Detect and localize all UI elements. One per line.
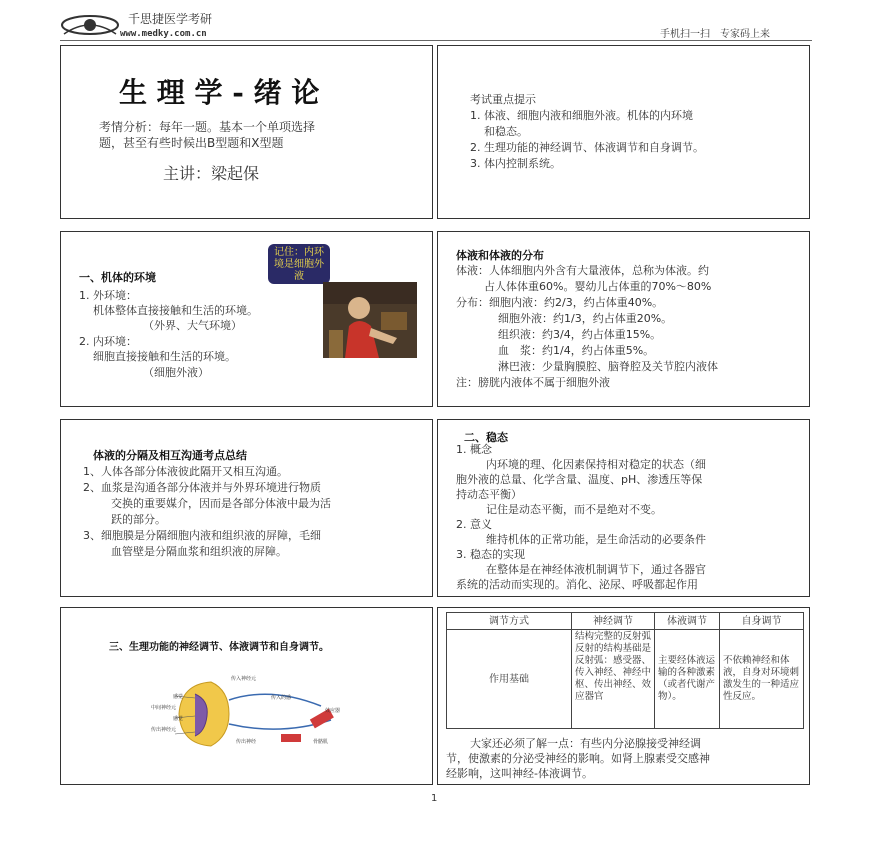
exam-point-1: 1. 体液、细胞内液和细胞外液。机体的内环境 — [470, 109, 693, 122]
internal-env-note: （细胞外液） — [143, 366, 209, 379]
table-cell: 不依赖神经和体液，自身对环境刺激发生的一种适应性反应。 — [720, 630, 804, 729]
table-header: 神经调节 — [572, 613, 655, 630]
exam-analysis-line2: 题，甚至有些时候出B型题和X型题 — [99, 136, 284, 150]
table-header-row — [447, 613, 804, 630]
slide-fluid-summary — [60, 419, 433, 597]
diagram-label-afferent-neuron: 传入神经元 — [231, 676, 257, 682]
fluid-summary-line-2: 2、血浆是沟通各部分体液并与外界环境进行物质 — [83, 481, 321, 494]
diagram-label-sense-1: 感觉 — [173, 694, 184, 700]
fluid-summary-line-5: 3、细胞膜是分隔细胞内液和组织液的屏障，毛细 — [83, 529, 321, 542]
diagram-label-efferent-neuron: 传出神经元 — [151, 727, 177, 733]
external-env-desc: 机体整体直接接触和生活的环境。 — [93, 304, 258, 317]
table-cell: 主要经体液运输的各种激素（或者代谢产物）。 — [655, 630, 720, 729]
internal-env-label: 2. 内环境： — [79, 335, 137, 348]
homeostasis-line-1: 1. 概念 — [456, 443, 492, 456]
reflex-arc-diagram — [151, 676, 381, 752]
fluid-summary-heading: 体液的分隔及相互沟通考点总结 — [93, 449, 247, 462]
fluid-summary-line-4: 跃的部分。 — [111, 513, 166, 526]
homeostasis-line-2: 内环境的理、化因素保持相对稳定的状态（细 — [486, 458, 706, 471]
environment-heading: 一、机体的环境 — [79, 271, 156, 284]
logo-url: www.medky.com.cn — [120, 29, 207, 39]
body-fluid-line-2: 占人体体重60%。婴幼儿占体重的70%～80% — [484, 280, 712, 293]
regulation-note-line-2: 节，使激素的分泌受神经的影响。如肾上腺素受交感神 — [446, 752, 710, 765]
table-row — [447, 630, 804, 729]
homeostasis-line-8: 3. 稳态的实现 — [456, 548, 525, 561]
homeostasis-heading: 二、稳态 — [464, 431, 508, 444]
exam-points-heading: 考试重点提示 — [470, 93, 536, 106]
slide-homeostasis — [437, 419, 810, 597]
homeostasis-line-10: 系统的活动而实现的。消化、泌尿、呼吸都起作用 — [456, 578, 698, 591]
logo-text: 千思捷医学考研 — [128, 12, 213, 26]
regulation-note-line-3: 经影响，这叫神经-体液调节。 — [446, 767, 593, 780]
homeostasis-line-3: 胞外液的总量、化学含量、温度、pH、渗透压等保 — [456, 473, 703, 486]
external-env-note: （外界、大气环境） — [143, 319, 242, 332]
diagram-label-afferent: 传入的感 — [271, 695, 292, 701]
fluid-summary-line-6: 血管壁是分隔血浆和组织液的屏障。 — [111, 545, 287, 558]
slide-regulation-diagram — [60, 607, 433, 785]
slide-title — [60, 45, 433, 219]
diagram-label-skeletal-muscle: 骨骼肌 — [313, 739, 329, 745]
internal-env-desc: 细胞直接接触和生活的环境。 — [93, 350, 236, 363]
table-header: 体液调节 — [655, 613, 720, 630]
header-right-text: 手机扫一扫 专家码上来 — [660, 29, 770, 40]
external-env-label: 1. 外环境： — [79, 289, 137, 302]
body-fluid-line-3: 分布：细胞内液：约2/3，约占体重40%。 — [456, 296, 664, 309]
fluid-summary-line-1: 1、人体各部分体液彼此隔开又相互沟通。 — [83, 465, 288, 478]
table-row-label: 作用基础 — [447, 630, 572, 729]
slide-body-fluid — [437, 231, 810, 407]
slide-title-heading: 生 理 学 - 绪 论 — [119, 76, 320, 109]
exam-analysis-line1: 考情分析：每年一题。基本一个单项选择 — [99, 120, 316, 134]
body-fluid-note: 注：膀胱内液体不属于细胞外液 — [456, 376, 610, 389]
body-fluid-line-6: 血 浆：约1/4，约占体重5%。 — [498, 344, 655, 357]
diagram-label-efferent-nerve: 传出神经 — [236, 739, 257, 745]
exam-point-2: 2. 生理功能的神经调节、体液调节和自身调节。 — [470, 141, 704, 154]
table-header: 自身调节 — [720, 613, 804, 630]
lecturer: 主讲：梁起保 — [163, 164, 260, 183]
homeostasis-line-6: 2. 意义 — [456, 518, 492, 531]
exam-point-3: 3. 体内控制系统。 — [470, 157, 561, 170]
homeostasis-line-4: 持动态平衡） — [456, 488, 522, 501]
slide-body-environment — [60, 231, 433, 407]
body-fluid-line-7: 淋巴液：少量胸膜腔、脑脊腔及关节腔内液体 — [498, 360, 718, 373]
page-number: 1 — [431, 793, 438, 804]
homeostasis-line-7: 维持机体的正常功能，是生命活动的必要条件 — [486, 533, 706, 546]
slide-exam-points — [437, 45, 810, 219]
logo-icon — [60, 12, 120, 38]
header-divider — [60, 40, 812, 41]
homeostasis-line-5: 记住是动态平衡，而不是绝对不变。 — [486, 503, 662, 516]
homeostasis-line-9: 在整体是在神经体液机制调节下，通过各器官 — [486, 563, 706, 576]
slide-regulation-table — [437, 607, 810, 785]
exam-point-1-cont: 和稳态。 — [484, 125, 528, 138]
regulation-note-line-1: 大家还必须了解一点：有些内分泌腺接受神经调 — [470, 737, 701, 750]
regulation-heading: 三、生理功能的神经调节、体液调节和自身调节。 — [109, 642, 329, 653]
diagram-label-interneuron: 中间神经元 — [151, 705, 177, 711]
body-fluid-line-4: 细胞外液：约1/3，约占体重20%。 — [498, 312, 673, 325]
table-header: 调节方式 — [447, 613, 572, 630]
table-cell: 结构完整的反射弧 反射的结构基础是反射弧：感受器、传入神经、神经中枢、传出神经、效应器官 — [572, 630, 655, 729]
diagram-label-sense-2: 感觉 — [173, 716, 184, 722]
body-fluid-line-1: 体液：人体细胞内外含有大量液体，总称为体液。约 — [456, 264, 709, 277]
monk-photo — [323, 282, 417, 358]
body-fluid-line-5: 组织液：约3/4，约占体重15%。 — [498, 328, 662, 341]
fluid-summary-line-3: 交换的重要媒介，因而是各部分体液中最为活 — [111, 497, 331, 510]
diagram-label-effector: 效应器 — [325, 708, 341, 714]
memo-bubble: 记住：内环境是细胞外液 — [268, 244, 330, 284]
regulation-table — [446, 612, 804, 729]
body-fluid-heading: 体液和体液的分布 — [456, 249, 544, 262]
